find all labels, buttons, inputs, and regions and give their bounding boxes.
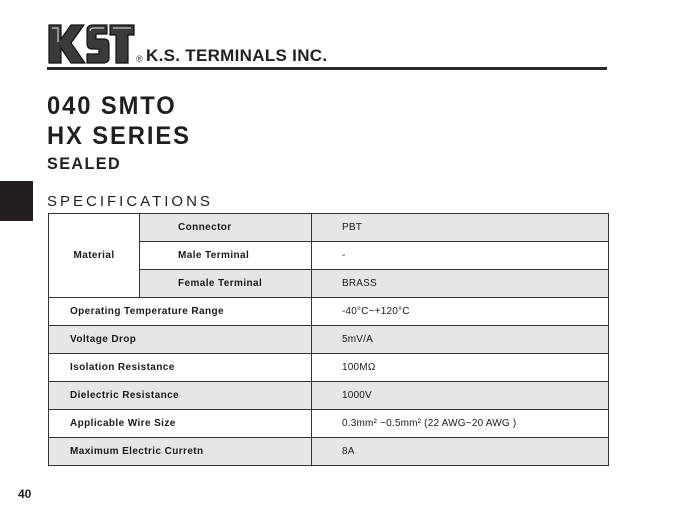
spec-value: 0.3mm² ~0.5mm² (22 AWG~20 AWG ) <box>312 410 609 438</box>
table-row <box>49 438 609 466</box>
registered-mark: ® <box>136 54 143 64</box>
table-row <box>49 382 609 410</box>
header-rule <box>47 67 607 70</box>
series-title: HX SERIES <box>47 122 191 150</box>
table-row <box>49 354 609 382</box>
material-value: PBT <box>312 214 609 242</box>
sealed-subtitle: SEALED <box>47 154 122 173</box>
product-title: 040 SMTO <box>47 92 177 120</box>
spec-value: 1000V <box>312 382 609 410</box>
spec-parameter: Operating Temperature Range <box>49 298 312 326</box>
table-row <box>49 214 609 242</box>
material-component: Male Terminal <box>140 242 312 270</box>
spec-parameter: Maximum Electric Curretn <box>49 438 312 466</box>
spec-value: 5mV/A <box>312 326 609 354</box>
kst-logo <box>47 22 135 66</box>
company-name: K.S. TERMINALS INC. <box>146 46 328 65</box>
material-component: Connector <box>140 214 312 242</box>
spec-parameter: Isolation Resistance <box>49 354 312 382</box>
spec-parameter: Voltage Drop <box>49 326 312 354</box>
section-tab-marker <box>0 181 33 221</box>
spec-value: 8A <box>312 438 609 466</box>
spec-value: 100MΩ <box>312 354 609 382</box>
material-value: - <box>312 242 609 270</box>
specifications-table <box>48 213 609 466</box>
specifications-heading: SPECIFICATIONS <box>47 193 213 210</box>
material-component: Female Terminal <box>140 270 312 298</box>
material-value: BRASS <box>312 270 609 298</box>
spec-parameter: Applicable Wire Size <box>49 410 312 438</box>
page-number: 40 <box>18 487 32 501</box>
table-row <box>49 298 609 326</box>
table-row <box>49 326 609 354</box>
spec-parameter: Dielectric Resistance <box>49 382 312 410</box>
spec-value: -40°C~+120°C <box>312 298 609 326</box>
material-label: Material <box>49 214 140 298</box>
table-row <box>49 410 609 438</box>
